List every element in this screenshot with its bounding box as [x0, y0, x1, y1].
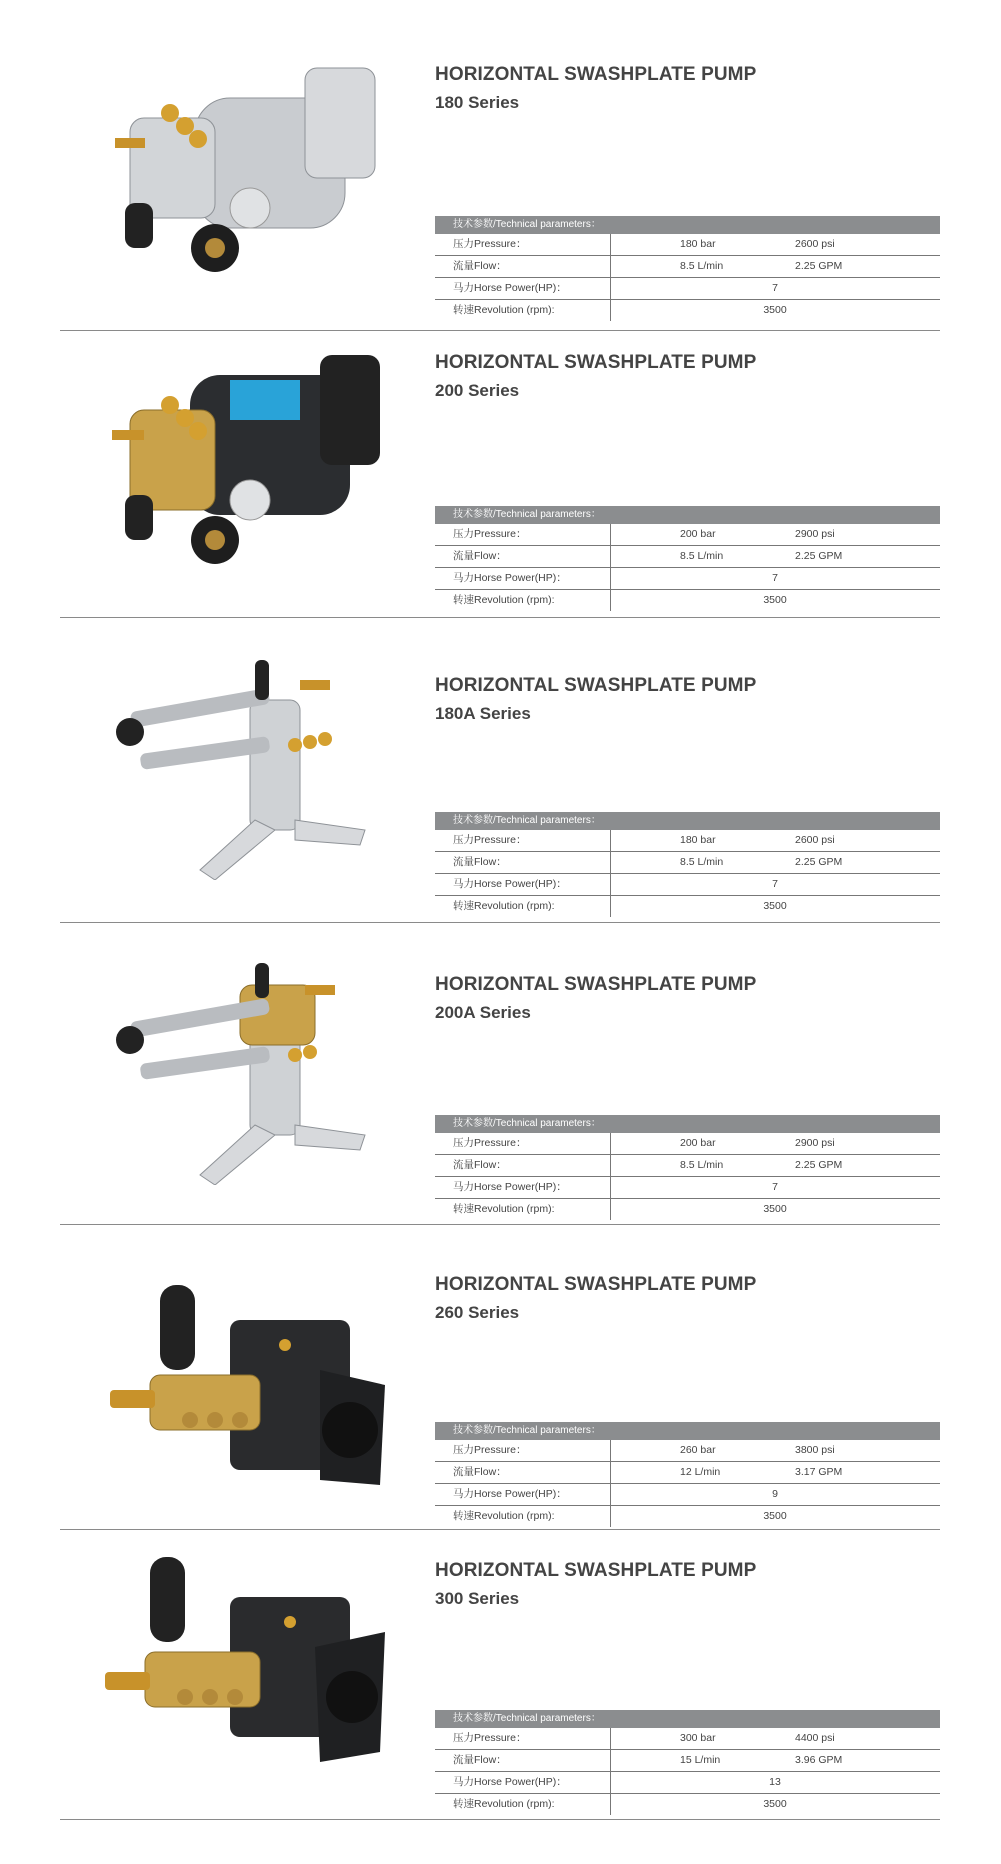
- rpm-row: [435, 590, 940, 611]
- rpm-label: 转速Revolution (rpm):: [453, 1510, 555, 1522]
- rpm-value: 3500: [763, 1798, 787, 1810]
- pressure-bar-value: 180 bar: [680, 834, 716, 846]
- flow-gpm-value: 2.25 GPM: [795, 260, 843, 272]
- flow-label: 流量Flow：: [453, 1466, 507, 1478]
- pressure-bar-value: 180 bar: [680, 238, 716, 250]
- pressure-psi-value: 2900 psi: [795, 1137, 835, 1149]
- hp-row: [435, 278, 940, 300]
- product-series: 200 Series: [435, 381, 520, 400]
- hp-row: [435, 1772, 940, 1794]
- pressure-row: [435, 1133, 940, 1155]
- flow-label: 流量Flow：: [453, 1754, 507, 1766]
- rpm-label: 转速Revolution (rpm):: [453, 594, 555, 606]
- product-series: 200A Series: [435, 1003, 531, 1022]
- pressure-label: 压力Pressure：: [453, 528, 527, 540]
- product-block: [60, 640, 940, 923]
- flow-gpm-value: 2.25 GPM: [795, 550, 843, 562]
- rpm-row: [435, 1199, 940, 1220]
- pressure-label: 压力Pressure：: [453, 1444, 527, 1456]
- spec-table: [435, 216, 940, 321]
- flow-label: 流量Flow：: [453, 550, 507, 562]
- product-series: 180 Series: [435, 93, 520, 112]
- pressure-bar-value: 200 bar: [680, 528, 716, 540]
- rpm-value: 3500: [763, 1203, 787, 1215]
- rpm-value: 3500: [763, 1510, 787, 1522]
- pump-image: [90, 1280, 390, 1510]
- hp-row: [435, 568, 940, 590]
- divider: [60, 617, 940, 618]
- flow-lmin-value: 15 L/min: [680, 1754, 721, 1766]
- product-title: HORIZONTAL SWASHPLATE PUMP: [435, 974, 757, 995]
- hp-value: 7: [772, 878, 778, 890]
- pump-image: [90, 650, 390, 880]
- flow-lmin-value: 8.5 L/min: [680, 550, 724, 562]
- pressure-label: 压力Pressure：: [453, 238, 527, 250]
- rpm-value: 3500: [763, 900, 787, 912]
- product-series: 180A Series: [435, 704, 531, 723]
- pressure-psi-value: 2900 psi: [795, 528, 835, 540]
- product-block: [60, 48, 940, 331]
- spec-table-header: 技术参数/Technical parameters：: [435, 1710, 940, 1728]
- rpm-value: 3500: [763, 594, 787, 606]
- divider: [60, 1529, 940, 1530]
- flow-row: [435, 1155, 940, 1177]
- product-block: [60, 338, 940, 618]
- flow-row: [435, 852, 940, 874]
- pressure-psi-value: 2600 psi: [795, 834, 835, 846]
- hp-label: 马力Horse Power(HP)：: [453, 572, 567, 584]
- pump-image: [90, 1552, 390, 1782]
- pump-image: [90, 58, 390, 288]
- hp-label: 马力Horse Power(HP)：: [453, 1181, 567, 1193]
- spec-table: [435, 1422, 940, 1527]
- flow-lmin-value: 8.5 L/min: [680, 1159, 724, 1171]
- rpm-value: 3500: [763, 304, 787, 316]
- flow-lmin-value: 8.5 L/min: [680, 260, 724, 272]
- product-title: HORIZONTAL SWASHPLATE PUMP: [435, 1274, 757, 1295]
- spec-table-header: 技术参数/Technical parameters：: [435, 216, 940, 234]
- spec-table: [435, 1115, 940, 1220]
- rpm-row: [435, 1794, 940, 1815]
- hp-value: 13: [769, 1776, 781, 1788]
- flow-lmin-value: 12 L/min: [680, 1466, 721, 1478]
- flow-gpm-value: 3.17 GPM: [795, 1466, 843, 1478]
- flow-gpm-value: 2.25 GPM: [795, 856, 843, 868]
- pressure-label: 压力Pressure：: [453, 1732, 527, 1744]
- product-block: [60, 1250, 940, 1530]
- product-title: HORIZONTAL SWASHPLATE PUMP: [435, 352, 757, 373]
- pressure-bar-value: 300 bar: [680, 1732, 716, 1744]
- flow-label: 流量Flow：: [453, 1159, 507, 1171]
- hp-row: [435, 1484, 940, 1506]
- pressure-row: [435, 1728, 940, 1750]
- pressure-psi-value: 4400 psi: [795, 1732, 835, 1744]
- flow-gpm-value: 2.25 GPM: [795, 1159, 843, 1171]
- hp-value: 9: [772, 1488, 778, 1500]
- pump-image: [90, 955, 390, 1185]
- divider: [60, 1819, 940, 1820]
- flow-gpm-value: 3.96 GPM: [795, 1754, 843, 1766]
- rpm-row: [435, 896, 940, 917]
- flow-row: [435, 1462, 940, 1484]
- rpm-label: 转速Revolution (rpm):: [453, 1203, 555, 1215]
- product-title: HORIZONTAL SWASHPLATE PUMP: [435, 64, 757, 85]
- divider: [60, 330, 940, 331]
- flow-label: 流量Flow：: [453, 856, 507, 868]
- rpm-label: 转速Revolution (rpm):: [453, 304, 555, 316]
- flow-row: [435, 1750, 940, 1772]
- hp-label: 马力Horse Power(HP)：: [453, 1776, 567, 1788]
- divider: [60, 1224, 940, 1225]
- pressure-row: [435, 234, 940, 256]
- product-series: 260 Series: [435, 1303, 520, 1322]
- flow-lmin-value: 8.5 L/min: [680, 856, 724, 868]
- pressure-bar-value: 260 bar: [680, 1444, 716, 1456]
- flow-row: [435, 546, 940, 568]
- hp-row: [435, 874, 940, 896]
- product-series: 300 Series: [435, 1589, 520, 1608]
- divider: [60, 922, 940, 923]
- pressure-row: [435, 1440, 940, 1462]
- spec-table-header: 技术参数/Technical parameters：: [435, 1115, 940, 1133]
- hp-value: 7: [772, 282, 778, 294]
- product-block: [60, 1540, 940, 1820]
- pressure-row: [435, 830, 940, 852]
- pressure-label: 压力Pressure：: [453, 834, 527, 846]
- spec-table-header: 技术参数/Technical parameters：: [435, 812, 940, 830]
- rpm-row: [435, 1506, 940, 1527]
- spec-table: [435, 812, 940, 917]
- hp-label: 马力Horse Power(HP)：: [453, 282, 567, 294]
- pressure-bar-value: 200 bar: [680, 1137, 716, 1149]
- hp-value: 7: [772, 572, 778, 584]
- product-block: [60, 945, 940, 1225]
- product-title: HORIZONTAL SWASHPLATE PUMP: [435, 1560, 757, 1581]
- hp-value: 7: [772, 1181, 778, 1193]
- pressure-psi-value: 2600 psi: [795, 238, 835, 250]
- rpm-label: 转速Revolution (rpm):: [453, 900, 555, 912]
- spec-table-header: 技术参数/Technical parameters：: [435, 506, 940, 524]
- hp-row: [435, 1177, 940, 1199]
- pressure-row: [435, 524, 940, 546]
- spec-table-header: 技术参数/Technical parameters：: [435, 1422, 940, 1440]
- hp-label: 马力Horse Power(HP)：: [453, 878, 567, 890]
- spec-table: [435, 1710, 940, 1815]
- product-title: HORIZONTAL SWASHPLATE PUMP: [435, 675, 757, 696]
- flow-row: [435, 256, 940, 278]
- rpm-row: [435, 300, 940, 321]
- pressure-label: 压力Pressure：: [453, 1137, 527, 1149]
- flow-label: 流量Flow：: [453, 260, 507, 272]
- pressure-psi-value: 3800 psi: [795, 1444, 835, 1456]
- spec-table: [435, 506, 940, 611]
- pump-image: [90, 350, 390, 580]
- hp-label: 马力Horse Power(HP)：: [453, 1488, 567, 1500]
- rpm-label: 转速Revolution (rpm):: [453, 1798, 555, 1810]
